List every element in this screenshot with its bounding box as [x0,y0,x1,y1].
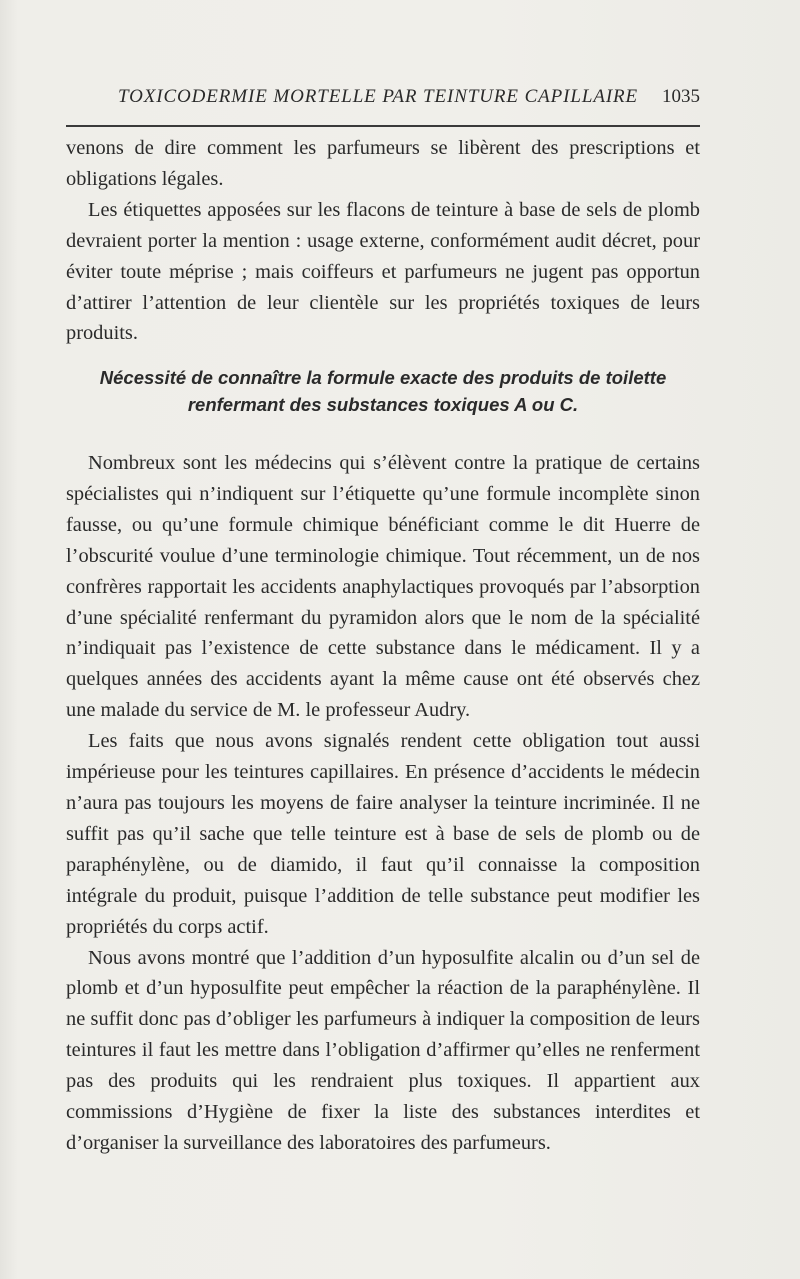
section-heading [66,364,700,418]
section-heading-line-1: Nécessité de connaître la formule exacte des produits de toilette [99,367,667,388]
section-body [66,448,700,1159]
running-title: TOXICODERMIE MORTELLE PAR TEINTURE CAPILLAIRE [118,86,639,107]
section-heading-line-2: renfermant des substances toxiques A ou C. [187,394,579,415]
paragraph-hyposulfite: Nous avons montré que l’addition d’un hyposulfite alcalin ou d’un sel de plomb et d’un hyposulfite peut empêcher la réaction de la paraphénylène. Il ne suffit donc pas d’obliger les parfumeurs à indiquer la composition de leurs teintures il faut les mettre dans l’obligation d’affirmer qu’elles ne renferment pas des produits qui les rendraient plus toxiques. Il appartient aux commissions d’Hygiène de fixer la liste des substances interdites et d’organiser la surveillance des laboratoires des parfumeurs. [66,946,700,1154]
paragraph-physicians: Nombreux sont les médecins qui s’élèvent contre la pratique de certains spécialistes qui n’indiquent sur l’étiquette qu’une formule incomplète sinon fausse, ou qu’une formule chimique bénéficiant comme le dit Huerre de l’obscurité voulue d’une terminologie chimique. Tout récemment, un de nos confrères rapportait les accidents anaphylactiques provoqués par l’absorption d’une spécialité renfermant du pyramidon alors que le nom de la spécialité n’indiquait pas l’existence de cette substance dans le médicament. Il y a quelques années des accidents ayant la même cause ont été observés chez une malade du service de M. le professeur Audry. [66,452,700,722]
paragraph-continuation: venons de dire comment les parfumeurs se libèrent des prescriptions et obligations légales. [66,137,700,190]
running-header [118,86,700,114]
paragraph-labels: Les étiquettes apposées sur les flacons de teinture à base de sels de plomb devraient porter la mention : usage externe, conformément audit décret, pour éviter toute méprise ; mais coiffeurs et parfumeurs ne jugent pas opportun d’attirer l’attention de leur clientèle sur les propriétés toxiques de leurs produits. [66,198,700,345]
header-rule [66,125,700,127]
intro-text [66,133,700,349]
page-number: 1035 [662,86,700,107]
paragraph-hair-dyes: Les faits que nous avons signalés rendent cette obligation tout aussi impérieuse pour les teintures capillaires. En présence d’accidents le médecin n’aura pas toujours les moyens de faire analyser la teinture incriminée. Il ne suffit pas qu’il sache que telle teinture est à base de sels de plomb ou de paraphénylène, ou de diamido, il faut qu’il connaisse la composition intégrale du produit, puisque l’addition de telle substance peut modifier les propriétés du corps actif. [66,730,700,938]
